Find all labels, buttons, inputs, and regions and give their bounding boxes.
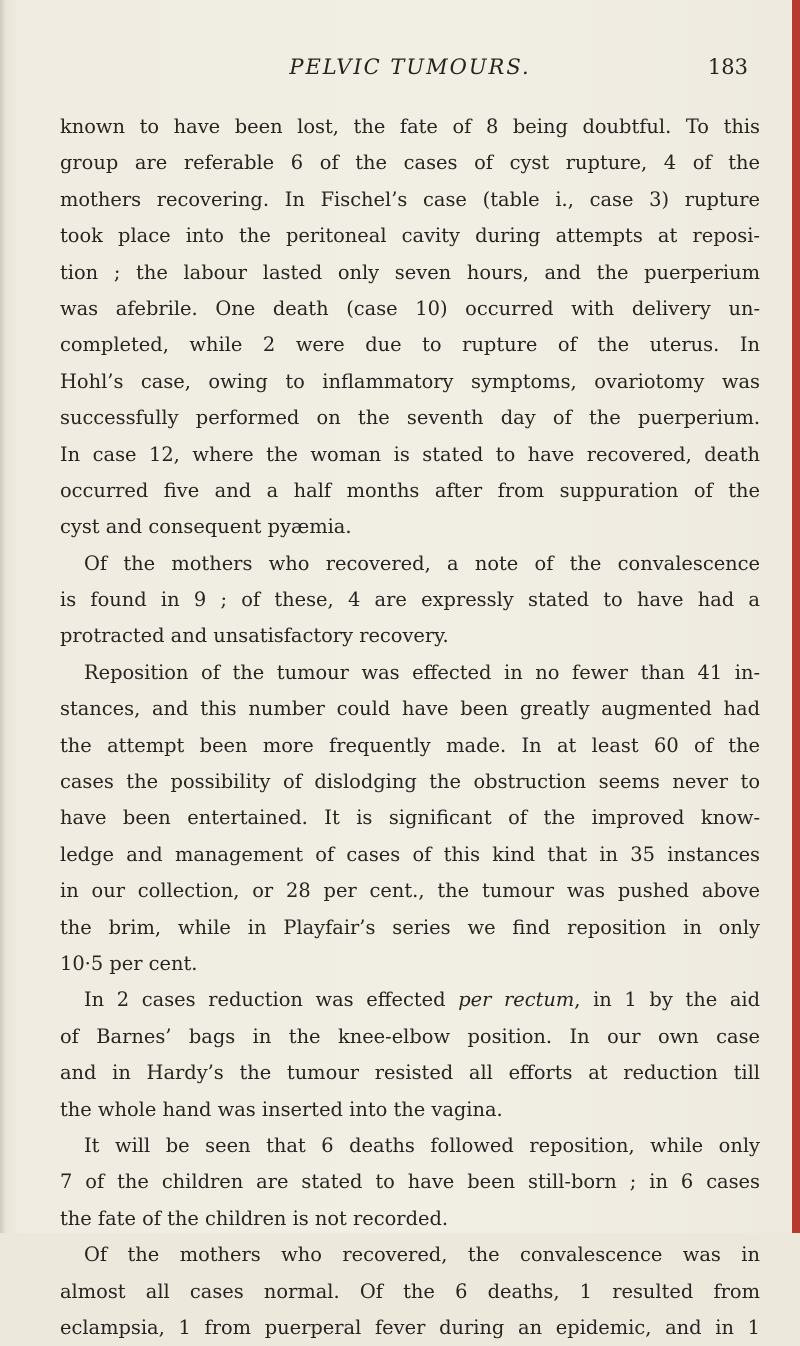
text-line: known to have been lost, the fate of 8 being doubtful. To this bbox=[60, 115, 760, 138]
text-line: was afebrile. One death (case 10) occurred with delivery un- bbox=[60, 296, 760, 320]
text-line: Of the mothers who recovered, a note of the convalescence bbox=[84, 551, 760, 575]
text-line: In 2 cases reduction was effected per rectum, in 1 by the aid bbox=[84, 988, 760, 1012]
text-line: is found in 9 ; of these, 4 are expressly stated to have had a bbox=[60, 588, 760, 612]
text-line: almost all cases normal. Of the 6 deaths, 1 resulted from bbox=[60, 1279, 760, 1303]
running-head: PELVIC TUMOURS. bbox=[289, 55, 531, 79]
page-edge-red bbox=[792, 0, 800, 1233]
page-gutter-shadow bbox=[0, 0, 6, 1233]
text-line: the brim, while in Playfair’s series we find reposition in only bbox=[60, 915, 760, 939]
text-line: cyst and consequent pyæmia. bbox=[60, 515, 352, 539]
text-line: the attempt been more frequently made. In at least 60 of the bbox=[60, 733, 760, 757]
page-number: 183 bbox=[707, 55, 748, 79]
text-line: stances, and this number could have been greatly augmented had bbox=[60, 697, 760, 721]
text-line: ledge and management of cases of this kind that in 35 instances bbox=[60, 842, 760, 866]
text-line: 7 of the children are stated to have been still-born ; in 6 cases bbox=[60, 1170, 760, 1194]
text-line: Hohl’s case, owing to inflammatory symptoms, ovariotomy was bbox=[60, 369, 760, 393]
text-line: completed, while 2 were due to rupture of the uterus. In bbox=[60, 333, 760, 357]
text-line: the fate of the children is not recorded. bbox=[60, 1206, 449, 1230]
text-line: the whole hand was inserted into the vagina. bbox=[60, 1097, 503, 1121]
text-line: took place into the peritoneal cavity during attempts at reposi- bbox=[60, 224, 760, 248]
text-line: It will be seen that 6 deaths followed reposition, while only bbox=[84, 1133, 760, 1157]
page-header bbox=[60, 50, 760, 86]
italic-phrase: per rectum bbox=[458, 988, 575, 1012]
text-line: occurred five and a half months after from suppuration of the bbox=[60, 478, 760, 502]
body-text bbox=[60, 109, 760, 1346]
text-line: have been entertained. It is significant of the improved know- bbox=[60, 806, 760, 830]
text-line: 10·5 per cent. bbox=[60, 951, 198, 975]
text-line: of Barnes’ bags in the knee-elbow position. In our own case bbox=[60, 1024, 760, 1048]
text-line: Reposition of the tumour was effected in no fewer than 41 in- bbox=[84, 660, 760, 684]
text-line: in our collection, or 28 per cent., the tumour was pushed above bbox=[60, 879, 760, 903]
text-line: group are referable 6 of the cases of cyst rupture, 4 of the bbox=[60, 151, 760, 175]
text-line: Of the mothers who recovered, the convalescence was in bbox=[84, 1243, 760, 1267]
text-line: In case 12, where the woman is stated to have recovered, death bbox=[60, 442, 760, 466]
text-line: protracted and unsatisfactory recovery. bbox=[60, 624, 449, 648]
text-line: successfully performed on the seventh day of the puerperium. bbox=[60, 406, 760, 430]
text-line: eclampsia, 1 from puerperal fever during an epidemic, and in 1 bbox=[60, 1315, 760, 1339]
text-line: mothers recovering. In Fischel’s case (table i., case 3) rupture bbox=[60, 187, 760, 211]
text-line: tion ; the labour lasted only seven hours, and the puerperium bbox=[60, 260, 760, 284]
text-line: cases the possibility of dislodging the obstruction seems never to bbox=[60, 770, 760, 794]
text-line: and in Hardy’s the tumour resisted all efforts at reduction till bbox=[60, 1061, 760, 1085]
